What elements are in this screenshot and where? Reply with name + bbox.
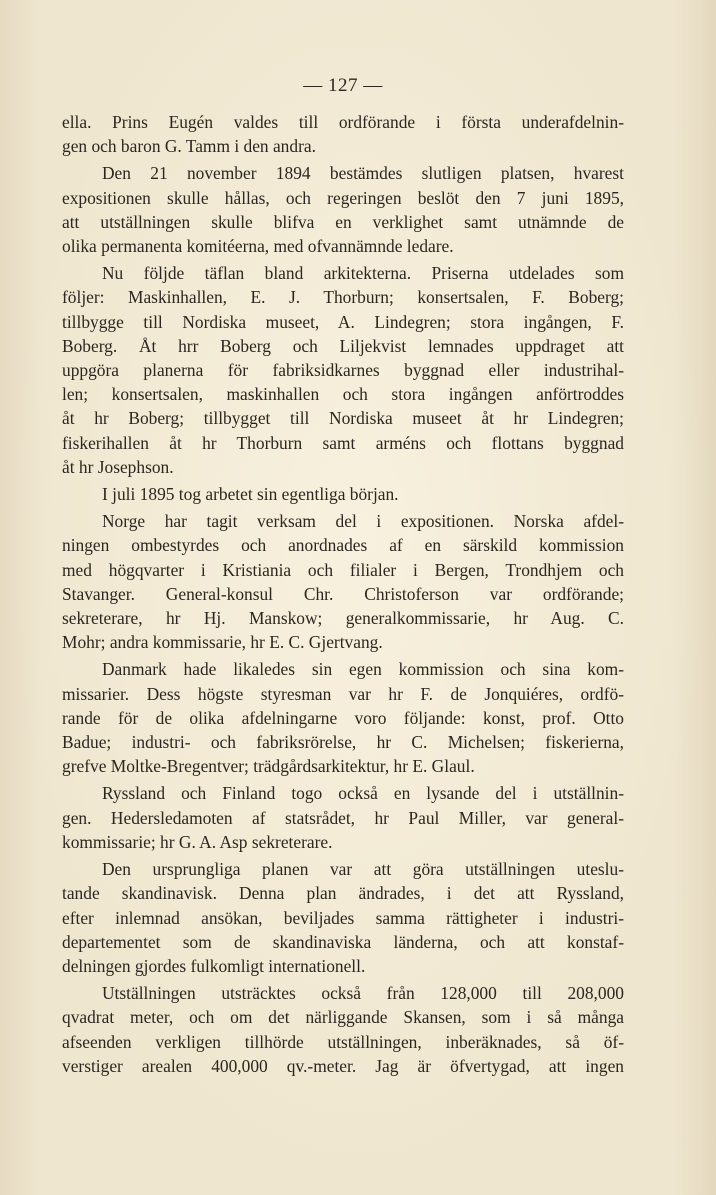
- text-line: missarier. Dess högste styresman var hr F. de Jonquiéres, ordfö-: [62, 683, 624, 704]
- text-line: kommissarie; hr G. A. Asp sekreterare.: [62, 831, 333, 852]
- text-line: Mohr; andra kommissarie, hr E. C. Gjertvang.: [62, 632, 383, 653]
- paragraph: [62, 509, 624, 654]
- text-line: åt hr Josephson.: [62, 456, 174, 477]
- text-line: Badue; industri- och fabriksrörelse, hr C. Michelsen; fiskerierna,: [62, 732, 624, 753]
- text-line: uppgöra planerna för fabriksidkarnes byggnad eller industrihal-: [62, 360, 624, 381]
- text-line: delningen gjordes fulkomligt internationell.: [62, 955, 366, 976]
- text-line: Den ursprungliga planen var att göra utställningen uteslu-: [102, 859, 624, 880]
- text-line: ella. Prins Eugén valdes till ordförande i första underafdelnin-: [62, 112, 624, 132]
- paragraph: [62, 161, 624, 258]
- text-line: Ryssland och Finland togo också en lysande del i utställnin-: [102, 783, 624, 804]
- text-line: Nu följde täflan bland arkitekterna. Priserna utdelades som: [102, 263, 624, 284]
- text-line: len; konsertsalen, maskinhallen och stora ingången anförtroddes: [62, 384, 624, 405]
- text-line: att utställningen skulle blifva en verklighet samt utnämnde de: [62, 211, 624, 232]
- paragraph: [62, 482, 624, 506]
- text-line: Den 21 november 1894 bestämdes slutligen platsen, hvarest: [102, 163, 624, 184]
- paragraph: [62, 781, 624, 854]
- text-line: Norge har tagit verksam del i expositionen. Norska afdel-: [102, 511, 624, 532]
- text-line: ningen ombestyrdes och anordnades af en särskild kommission: [62, 535, 624, 556]
- text-line: efter inlemnad ansökan, beviljades samma rättigheter i industri-: [62, 907, 624, 928]
- text-line: Stavanger. General-konsul Chr. Christoferson var ordförande;: [62, 583, 624, 604]
- text-line: I juli 1895 tog arbetet sin egentliga början.: [102, 484, 399, 505]
- text-line: gen. Hedersledamoten af statsrådet, hr Paul Miller, var general-: [62, 807, 624, 828]
- text-line: gen och baron G. Tamm i den andra.: [62, 136, 316, 157]
- text-line: rande för de olika afdelningarne voro följande: konst, prof. Otto: [62, 707, 624, 728]
- book-page: [62, 70, 624, 1078]
- body-text: [62, 110, 624, 1078]
- text-line: fiskerihallen åt hr Thorburn samt arméns och flottans byggnad: [62, 432, 624, 453]
- text-line: med högqvarter i Kristiania och filialer i Bergen, Trondhjem och: [62, 559, 624, 580]
- text-line: åt hr Boberg; tillbygget till Nordiska museet åt hr Lindegren;: [62, 408, 624, 429]
- paragraph: [62, 110, 624, 158]
- text-line: expositionen skulle hållas, och regeringen beslöt den 7 juni 1895,: [62, 187, 624, 208]
- paragraph: [62, 981, 624, 1078]
- text-line: qvadrat meter, och om det närliggande Skansen, som i så många: [62, 1007, 624, 1028]
- text-line: tillbygge till Nordiska museet, A. Lindegren; stora ingången, F.: [62, 311, 624, 332]
- text-line: sekreterare, hr Hj. Manskow; generalkommissarie, hr Aug. C.: [62, 608, 624, 629]
- paragraph: [62, 657, 624, 778]
- text-line: följer: Maskinhallen, E. J. Thorburn; konsertsalen, F. Boberg;: [62, 287, 624, 308]
- text-line: verstiger arealen 400,000 qv.-meter. Jag är öfvertygad, att ingen: [62, 1055, 624, 1076]
- text-line: departementet som de skandinaviska länderna, och att konstaf-: [62, 931, 624, 952]
- text-line: olika permanenta komitéerna, med ofvannämnde ledare.: [62, 236, 454, 257]
- page-number: — 127 —: [303, 75, 383, 96]
- paragraph: [62, 261, 624, 479]
- text-line: grefve Moltke-Bregentver; trädgårdsarkitektur, hr E. Glaul.: [62, 756, 475, 777]
- text-line: afseenden verkligen tillhörde utställningen, inberäknades, så öf-: [62, 1031, 624, 1052]
- text-line: Utställningen utsträcktes också från 128,000 till 208,000: [102, 983, 624, 1004]
- text-line: Boberg. Åt hrr Boberg och Liljekvist lemnades uppdraget att: [62, 335, 624, 356]
- text-line: Danmark hade likaledes sin egen kommission och sina kom-: [102, 659, 624, 680]
- text-line: tande skandinavisk. Denna plan ändrades, i det att Ryssland,: [62, 883, 624, 904]
- paragraph: [62, 857, 624, 978]
